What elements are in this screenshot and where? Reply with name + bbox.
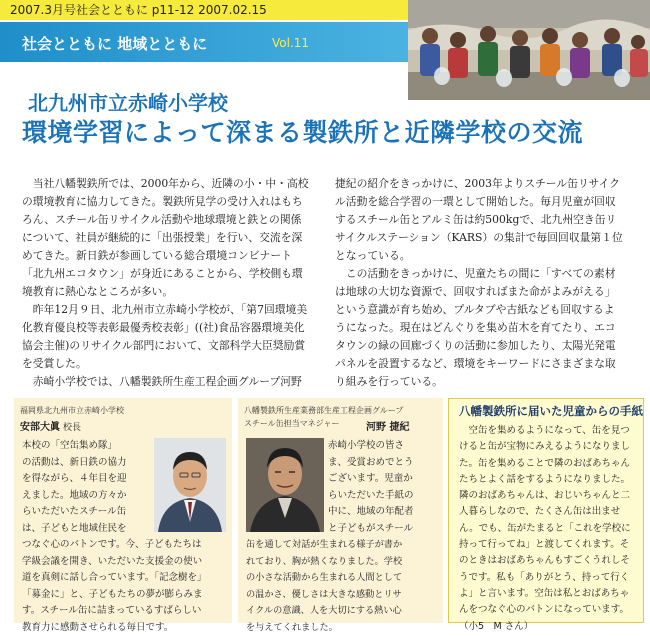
manager-comment-box: [238, 398, 443, 623]
comment-line: えました。地域の方々か: [22, 488, 150, 505]
principal-name: 安部大眞: [20, 422, 60, 433]
comment-line: の温かさ、優しさは大きな感動とリサ: [246, 587, 441, 604]
series-title: 社会とともに 地域とともに: [22, 33, 207, 54]
comment-line: の小さな活動から生まれる人間として: [246, 570, 441, 587]
principal-comment-bottom: [22, 537, 228, 636]
manager-role-sub: スチール缶担当マネジャー: [244, 418, 340, 429]
manager-name: 河野 捷紀: [366, 418, 409, 433]
manager-portrait: [246, 438, 324, 532]
manager-portrait-image: [246, 438, 324, 532]
article-left-column: [22, 175, 312, 391]
comment-line: らいただいた手紙の: [328, 488, 440, 505]
comment-line: を得ながら、４年目を迎: [22, 471, 150, 488]
issue-line: 2007.3月号社会とともに p11-12 2007.02.15: [10, 3, 267, 17]
principal-comment-box: [14, 398, 232, 623]
principal-title: 校長: [63, 423, 81, 433]
children-photo: [408, 0, 650, 100]
manager-role: 八幡製鉄所生産業務部生産工程企画グループ: [244, 405, 403, 416]
volume-label: Vol.11: [272, 36, 309, 50]
article-paragraph: 捷紀の紹介をきっかけに、2003年よりスチール缶リサイクル活動を総合学習の一環として開始した。毎月児童が回収するスチール缶とアルミ缶は約500kgで、北九州空き缶リサイクルステーション（KARS）の集計で毎回回収量第１位となっている。: [335, 175, 625, 265]
comment-line: ま、受賞おめでとう: [328, 455, 440, 472]
children-letter-box: [448, 398, 644, 623]
principal-portrait: [154, 438, 226, 532]
manager-comment-top: [328, 438, 440, 537]
comment-line: 缶を通して対話が生まれる様子が書か: [246, 537, 441, 554]
principal-portrait-image: [154, 438, 226, 532]
principal-comment-top: [22, 438, 150, 537]
comment-line: 道を真剣に話し合っています。「記念樹を」: [22, 570, 228, 587]
principal-name-line: [20, 418, 81, 433]
comment-line: 教育力に感動させられる毎日です。: [22, 620, 228, 636]
principal-role: 福岡県北九州市立赤崎小学校: [20, 405, 124, 416]
article-right-column: [335, 175, 625, 391]
comment-line: イクルの意識、人を大切にする熱い心: [246, 603, 441, 620]
school-name: 北九州市立赤崎小学校: [28, 87, 228, 116]
comment-line: 学級会議を開き、いただいた支援金の使い: [22, 554, 228, 571]
letter-title: 八幡製鉄所に届いた児童からの手紙: [459, 403, 643, 419]
comment-line: らいただいたスチール缶: [22, 504, 150, 521]
article-headline: 環境学習によって深まる製鉄所と近隣学校の交流: [22, 113, 583, 149]
letter-text-block: [459, 423, 633, 635]
article-paragraph: 当社八幡製鉄所では、2000年から、近隣の小・中・高校の環境教育に協力してきた。製鉄所見学の受け入れはもちろん、スチール缶リサイクル活動や地球環境と鉄との関係について、社員が継続的に「出張授業」を行い、交流を深めてきた。新日鉄が参画している総合環境コンビナート「北九州エコタウン」が身近にあることから、学校側も環境教育に熱心なところが多い。: [22, 175, 312, 301]
comment-line: 本校の「空缶集め隊」: [22, 438, 150, 455]
comment-line: と子どもがスチール: [328, 521, 440, 538]
letter-text: 空缶を集めるようになって、缶を見つけると缶が宝物にみえるようになりました。缶を集めることで隣のおばあちゃんたちとよく話をするようになりました。隣のおばあちゃんは、おじいちゃんと二人暮らしなので、たくさん缶は出ません。でも、缶がたまると「これを学校に持って行ってね」と渡してくれます。そのときはおばあちゃんもすごくうれしそうです。私も「ありがとう、持って行くよ」と言います。空缶は私とおばあちゃんをつなぐ心のバトンになっています。（小5 M さん）: [459, 423, 633, 635]
comment-line: れており、胸が熱くなりました。学校: [246, 554, 441, 571]
comment-line: つなぐ心のバトンです。今、子どもたちは: [22, 537, 228, 554]
children-photo-image: [408, 0, 650, 100]
comment-line: 赤崎小学校の皆さ: [328, 438, 440, 455]
comment-line: 中に、地域の年配者: [328, 504, 440, 521]
comment-line: の活動は、新日鉄の協力: [22, 455, 150, 472]
article-paragraph: 赤崎小学校では、八幡製鉄所生産工程企画グループ河野: [22, 373, 312, 391]
article-paragraph: この活動をきっかけに、児童たちの間に「すべての素材は地球の大切な資源で、回収すればまた命がよみがえる」という意識が育ち始め、プルタブや古紙なども回収するようになった。現在はどんぐりを集め苗木を育てたり、エコタウンの緑の回廊づくりの活動に参加したり、太陽光発電パネルを設置するなど、環境をキーワードにさまざまな取り組みを行っている。: [335, 265, 625, 391]
series-banner: [0, 22, 408, 62]
comment-line: を与えてくれました。: [246, 620, 441, 636]
comment-line: ございます。児童か: [328, 471, 440, 488]
manager-comment-bottom: [246, 537, 441, 636]
comment-line: 「募金に」と、子どもたちの夢が膨らみま: [22, 587, 228, 604]
comment-line: は、子どもと地域住民を: [22, 521, 150, 538]
article-paragraph: 昨年12月９日、北九州市立赤崎小学校が、「第7回環境美化教育優良校等表彰最優秀校表彰」((社)食品容器環境美化協会主催)のリサイクル部門において、文部科学大臣奨励賞を受賞した。: [22, 301, 312, 373]
comment-line: す。スチール缶に詰まっているすばらしい: [22, 603, 228, 620]
